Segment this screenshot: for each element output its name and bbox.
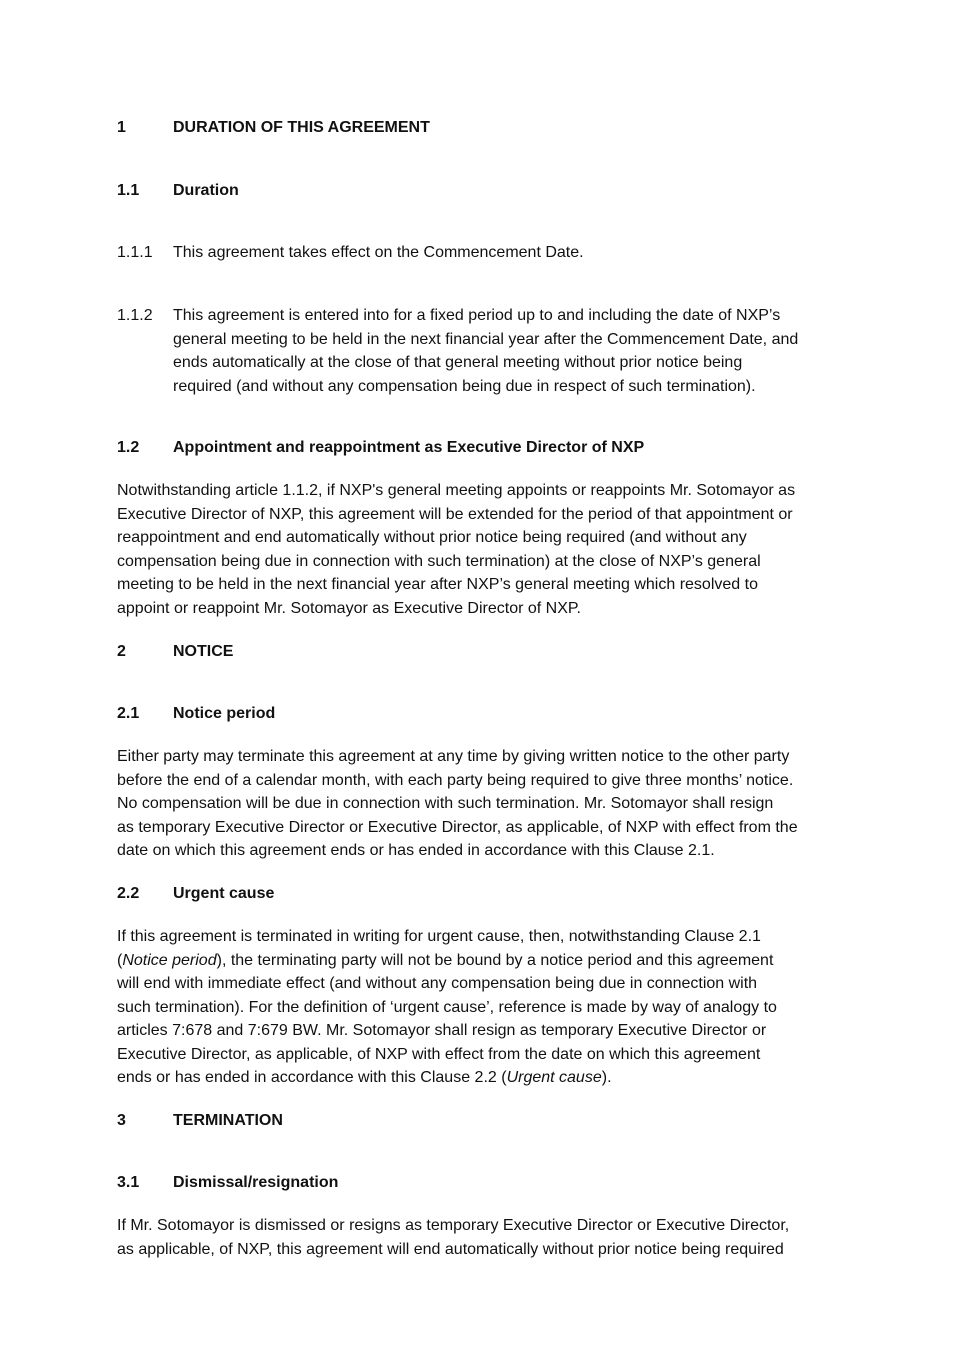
heading-number: 1.2 xyxy=(117,439,140,456)
text-line: date on which this agreement ends or has ended in accordance with this Clause 2.1. xyxy=(117,842,715,859)
text-fragment: ), the terminating party will not be bound by a notice period and this agreement xyxy=(216,951,774,969)
heading-title: TERMINATION xyxy=(173,1112,283,1129)
heading-number: 3 xyxy=(117,1112,126,1129)
text-line: required (and without any compensation being due in respect of such termination). xyxy=(173,377,756,395)
heading-2-1 xyxy=(117,702,275,725)
text-line: before the end of a calendar month, with each party being required to give three months’ notice. xyxy=(117,771,794,789)
heading-1-1 xyxy=(117,179,239,202)
clause-1-1-2 xyxy=(117,304,857,398)
paragraph-3-1 xyxy=(117,1214,852,1261)
text-line: general meeting to be held in the next financial year after the Commencement Date, and xyxy=(173,330,799,348)
text-fragment: ends or has ended in accordance with this Clause 2.2 ( xyxy=(117,1069,507,1086)
text-line: articles 7:678 and 7:679 BW. Mr. Sotomayor shall resign as temporary Executive Director or xyxy=(117,1022,767,1039)
text-fragment: ). xyxy=(601,1069,612,1086)
heading-number: 3.1 xyxy=(117,1174,140,1191)
text-line: such termination). For the definition of ‘urgent cause’, reference is made by way of analogy to xyxy=(117,998,777,1016)
italic-reference: Notice period xyxy=(122,951,217,969)
heading-number: 1.1 xyxy=(117,182,140,199)
text-line: If Mr. Sotomayor is dismissed or resigns as temporary Executive Director or Executive Director, xyxy=(117,1217,790,1234)
heading-number: 2.2 xyxy=(117,885,140,902)
heading-2-2 xyxy=(117,882,274,905)
text-fragment: ( xyxy=(117,951,123,969)
heading-2 xyxy=(117,640,233,663)
heading-3 xyxy=(117,1109,283,1132)
text-line: Notwithstanding article 1.1.2, if NXP's general meeting appoints or reappoints Mr. Sotomayor as xyxy=(117,482,796,499)
text-line: as applicable, of NXP, this agreement will end automatically without prior notice being required xyxy=(117,1240,784,1258)
text-line xyxy=(117,1066,852,1090)
text-line: Either party may terminate this agreement at any time by giving written notice to the other party xyxy=(117,748,790,765)
text-line: This agreement is entered into for a fixed period up to and including the date of NXP’s xyxy=(173,307,781,324)
text-line: If this agreement is terminated in writing for urgent cause, then, notwithstanding Clause 2.1 xyxy=(117,928,761,945)
clause-1-1-1 xyxy=(117,241,857,265)
heading-title: Duration xyxy=(173,182,239,199)
heading-title: Dismissal/resignation xyxy=(173,1174,339,1191)
text-line: reappointment and end automatically without prior notice being required (and without any xyxy=(117,529,747,546)
heading-number: 2 xyxy=(117,643,126,660)
text-line: compensation being due in connection with such termination) at the close of NXP’s general xyxy=(117,552,761,570)
heading-title: Urgent cause xyxy=(173,885,275,902)
heading-number: 2.1 xyxy=(117,705,140,722)
paragraph-2-2 xyxy=(117,925,852,1090)
heading-3-1 xyxy=(117,1171,338,1194)
clause-text: This agreement takes effect on the Commencement Date. xyxy=(173,244,584,261)
text-line: Executive Director of NXP, this agreement will be extended for the period of that appointment or xyxy=(117,505,793,523)
text-line: as temporary Executive Director or Executive Director, as applicable, of NXP with effect from the xyxy=(117,818,798,836)
text-line: appoint or reappoint Mr. Sotomayor as Executive Director of NXP. xyxy=(117,599,581,617)
heading-title: NOTICE xyxy=(173,643,234,660)
text-line: will end with immediate effect (and without any compensation being due in connection with xyxy=(117,975,758,992)
clause-number: 1.1.2 xyxy=(117,307,153,324)
heading-1-2 xyxy=(117,436,644,459)
text-line: Executive Director, as applicable, of NXP with effect from the date on which this agreement xyxy=(117,1045,761,1063)
heading-title: Appointment and reappointment as Executive Director of NXP xyxy=(173,439,645,456)
text-line: ends automatically at the close of that general meeting without prior notice being xyxy=(173,354,743,371)
heading-1 xyxy=(117,116,430,139)
heading-title: DURATION OF THIS AGREEMENT xyxy=(173,119,430,136)
text-line xyxy=(117,949,852,973)
paragraph-2-1 xyxy=(117,745,852,863)
heading-title: Notice period xyxy=(173,705,276,722)
text-line: meeting to be held in the next financial year after NXP’s general meeting which resolved to xyxy=(117,576,758,593)
heading-number: 1 xyxy=(117,119,126,136)
italic-reference: Urgent cause xyxy=(506,1069,602,1086)
paragraph-1-2 xyxy=(117,479,852,620)
text-line: No compensation will be due in connection with such termination. Mr. Sotomayor shall resign xyxy=(117,795,774,812)
clause-number: 1.1.1 xyxy=(117,244,153,261)
